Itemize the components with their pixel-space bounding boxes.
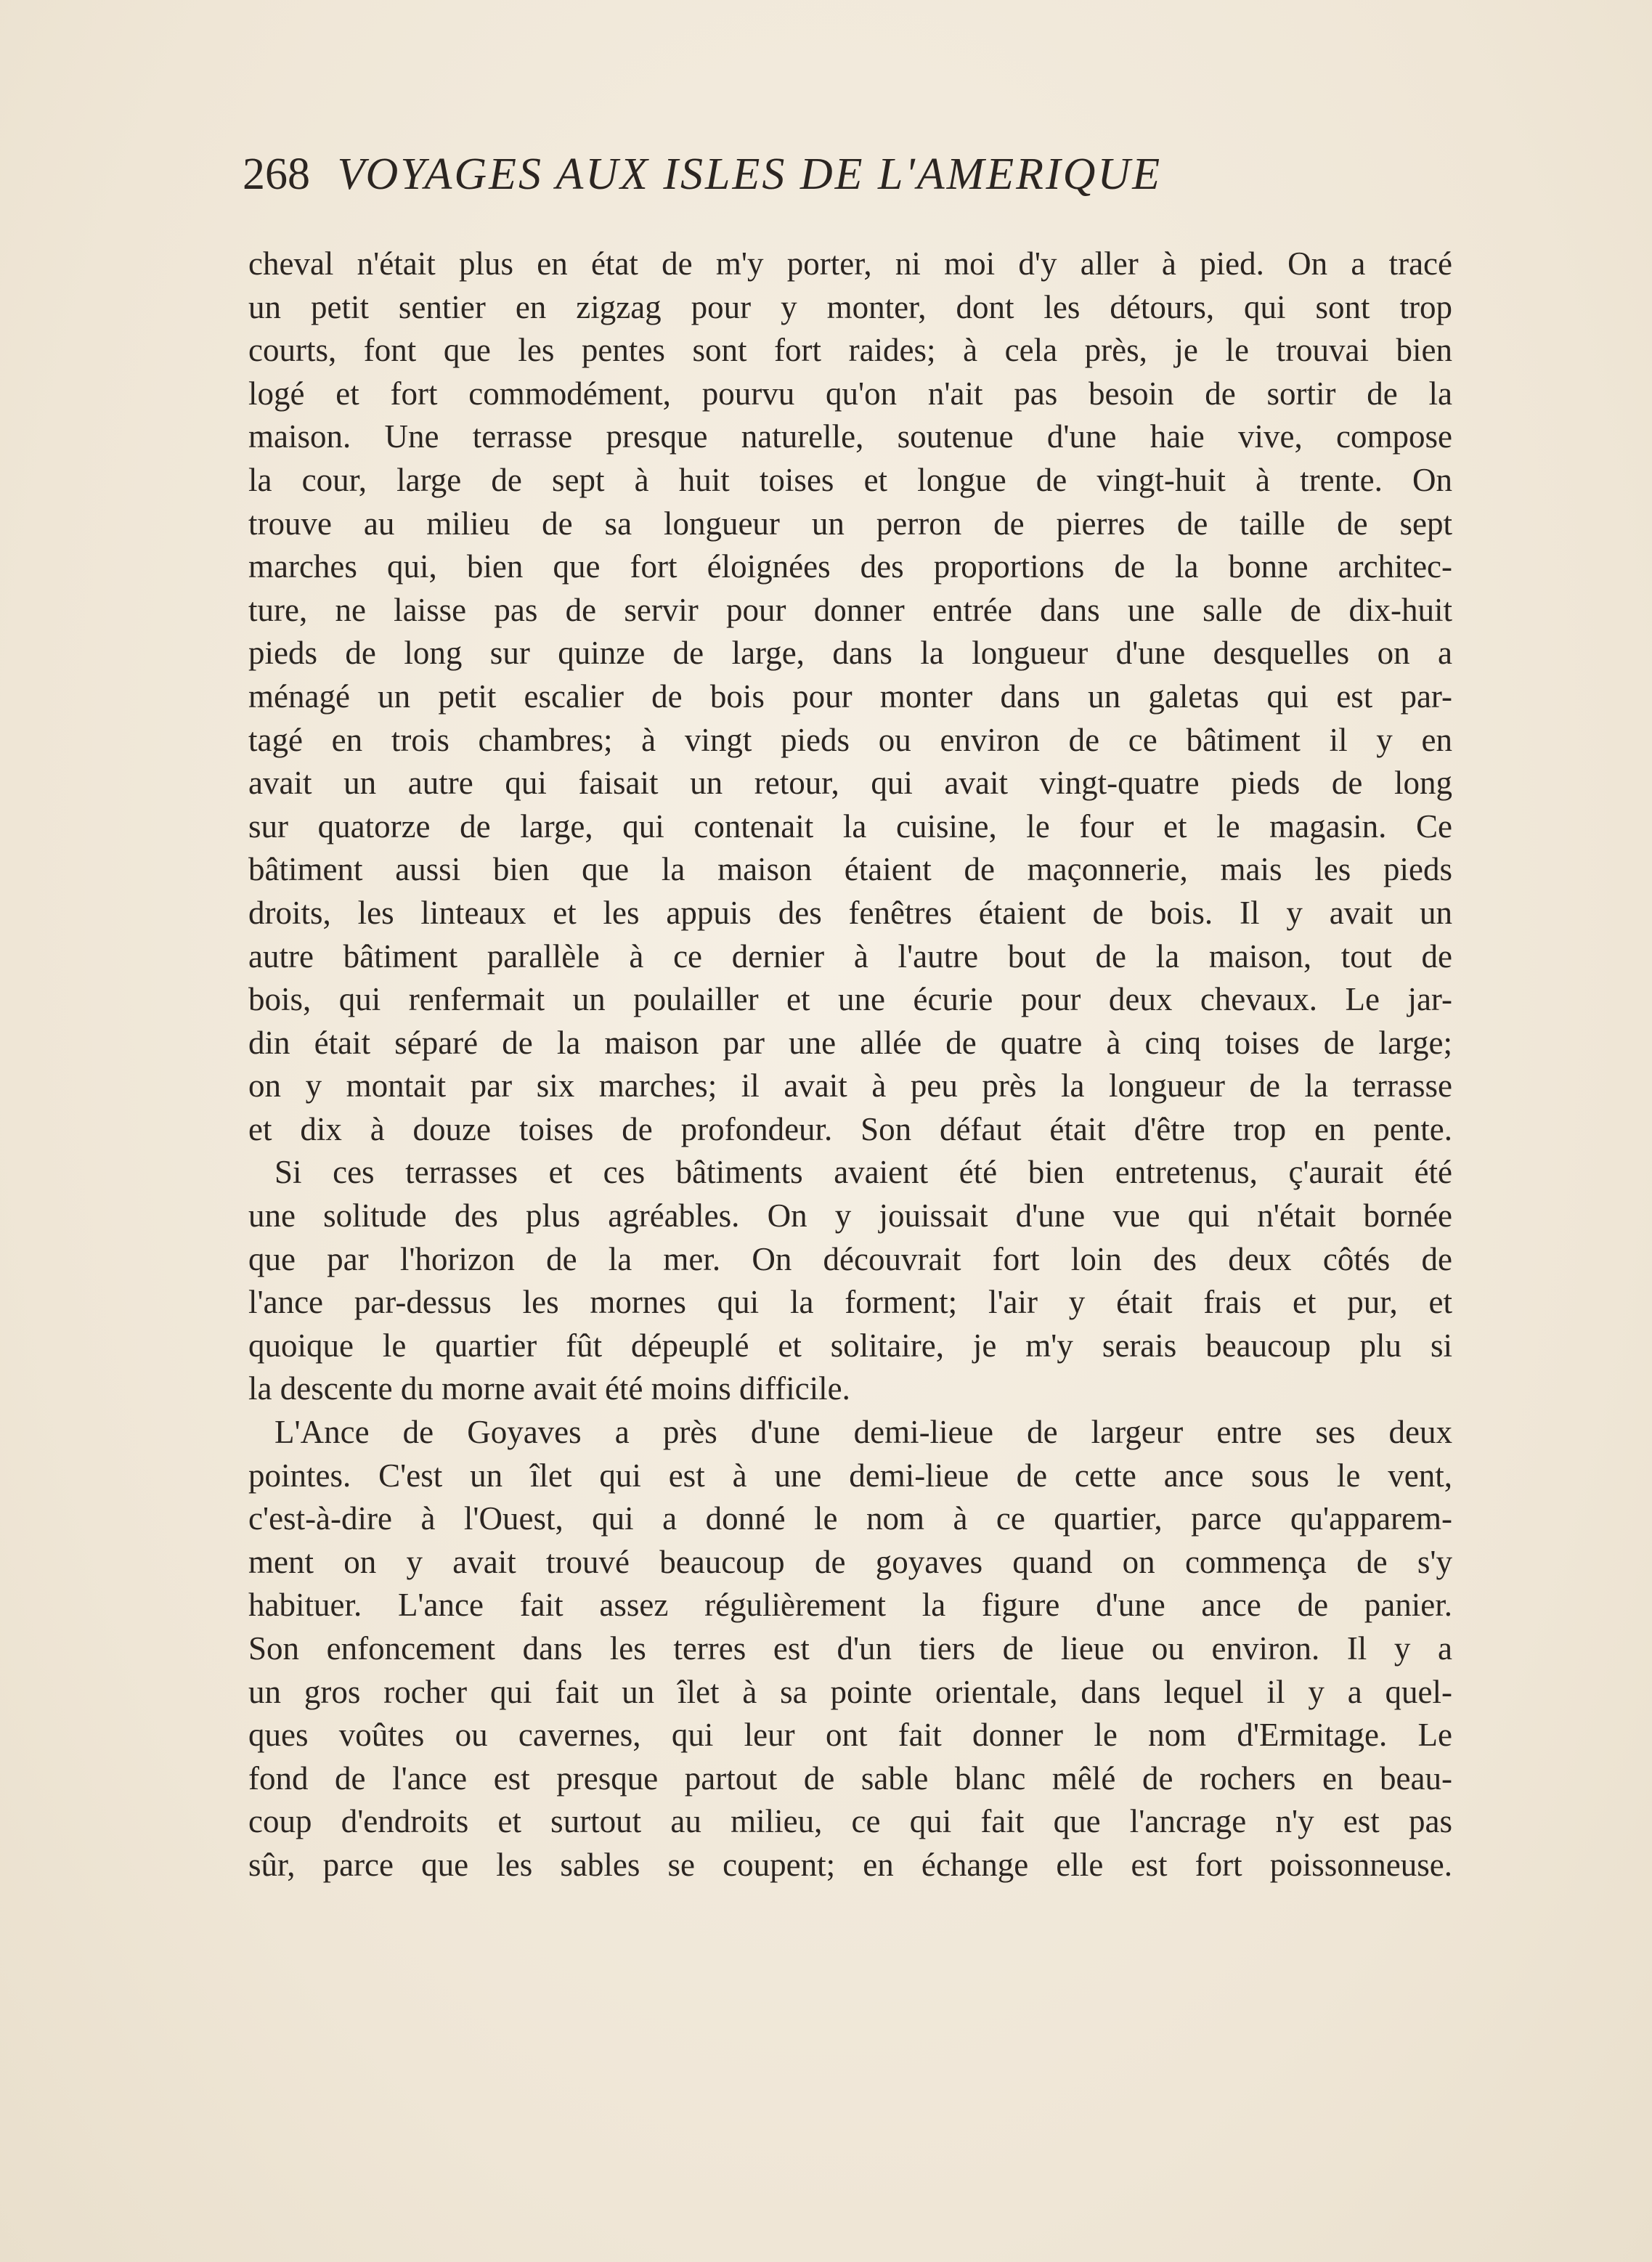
text-line: coup d'endroits et surtout au milieu, ce qui fait que l'ancrage n'y est pas	[248, 1803, 1452, 1840]
text-line: que par l'horizon de la mer. On découvrait fort loin des deux côtés de	[248, 1240, 1452, 1277]
text-line: autre bâtiment parallèle à ce dernier à l'autre bout de la maison, tout de	[248, 937, 1452, 975]
text-line: logé et fort commodément, pourvu qu'on n'ait pas besoin de sortir de la	[248, 375, 1452, 412]
page-number: 268	[243, 150, 310, 199]
text-line: ment on y avait trouvé beaucoup de goyaves quand on commença de s'y	[248, 1543, 1452, 1580]
text-line: l'ance par-dessus les mornes qui la forment; l'air y était frais et pur, et	[248, 1284, 1452, 1321]
running-head	[243, 145, 1477, 203]
text-line: habituer. L'ance fait assez régulièrement la figure d'une ance de panier.	[248, 1587, 1452, 1624]
text-line: cheval n'était plus en état de m'y porter, ni moi d'y aller à pied. On a tracé	[248, 245, 1452, 282]
text-line: un petit sentier en zigzag pour y monter, dont les détours, qui sont trop	[248, 288, 1452, 325]
text-line: tagé en trois chambres; à vingt pieds ou environ de ce bâtiment il y en	[248, 721, 1452, 758]
text-line: ture, ne laisse pas de servir pour donner entrée dans une salle de dix-huit	[248, 591, 1452, 628]
text-line: din était séparé de la maison par une allée de quatre à cinq toises de large;	[248, 1024, 1452, 1061]
text-line: c'est-à-dire à l'Ouest, qui a donné le nom à ce quartier, parce qu'apparem-	[248, 1500, 1452, 1537]
text-line: sûr, parce que les sables se coupent; en échange elle est fort poissonneuse.	[248, 1846, 1452, 1883]
text-line: ménagé un petit escalier de bois pour monter dans un galetas qui est par-	[248, 678, 1452, 715]
text-line: Si ces terrasses et ces bâtiments avaient été bien entretenus, ç'aurait été	[274, 1154, 1452, 1191]
text-line: pointes. C'est un îlet qui est à une demi-lieue de cette ance sous le vent,	[248, 1457, 1452, 1494]
text-line: maison. Une terrasse presque naturelle, soutenue d'une haie vive, compose	[248, 418, 1452, 455]
text-line: trouve au milieu de sa longueur un perron de pierres de taille de sept	[248, 505, 1452, 542]
text-line: la cour, large de sept à huit toises et longue de vingt-huit à trente. On	[248, 461, 1452, 498]
running-title: VOYAGES AUX ISLES DE L'AMERIQUE	[337, 150, 1163, 199]
body-text	[248, 243, 1452, 1887]
text-line: ques voûtes ou cavernes, qui leur ont fait donner le nom d'Ermitage. Le	[248, 1717, 1452, 1754]
text-line: sur quatorze de large, qui contenait la cuisine, le four et le magasin. Ce	[248, 807, 1452, 845]
text-line: pieds de long sur quinze de large, dans la longueur d'une desquelles on a	[248, 635, 1452, 672]
text-line: quoique le quartier fût dépeuplé et solitaire, je m'y serais beaucoup plu si	[248, 1327, 1452, 1364]
text-line: droits, les linteaux et les appuis des fenêtres étaient de bois. Il y avait un	[248, 894, 1452, 931]
text-line: bâtiment aussi bien que la maison étaient de maçonnerie, mais les pieds	[248, 851, 1452, 888]
text-line: la descente du morne avait été moins difficile.	[248, 1370, 850, 1407]
text-line: et dix à douze toises de profondeur. Son défaut était d'être trop en pente.	[248, 1110, 1452, 1147]
text-line: courts, font que les pentes sont fort raides; à cela près, je le trouvai bien	[248, 332, 1452, 369]
text-line: L'Ance de Goyaves a près d'une demi-lieue de largeur entre ses deux	[274, 1414, 1452, 1451]
text-line: on y montait par six marches; il avait à peu près la longueur de la terrasse	[248, 1067, 1452, 1104]
text-line: marches qui, bien que fort éloignées des proportions de la bonne architec-	[248, 548, 1452, 585]
text-line: un gros rocher qui fait un îlet à sa pointe orientale, dans lequel il y a quel-	[248, 1673, 1452, 1710]
text-line: avait un autre qui faisait un retour, qui avait vingt-quatre pieds de long	[248, 765, 1452, 802]
text-line: bois, qui renfermait un poulailler et une écurie pour deux chevaux. Le jar-	[248, 981, 1452, 1018]
text-line: fond de l'ance est presque partout de sable blanc mêlé de rochers en beau-	[248, 1759, 1452, 1797]
text-line: une solitude des plus agréables. On y jouissait d'une vue qui n'était bornée	[248, 1197, 1452, 1234]
text-line: Son enfoncement dans les terres est d'un tiers de lieue ou environ. Il y a	[248, 1630, 1452, 1667]
